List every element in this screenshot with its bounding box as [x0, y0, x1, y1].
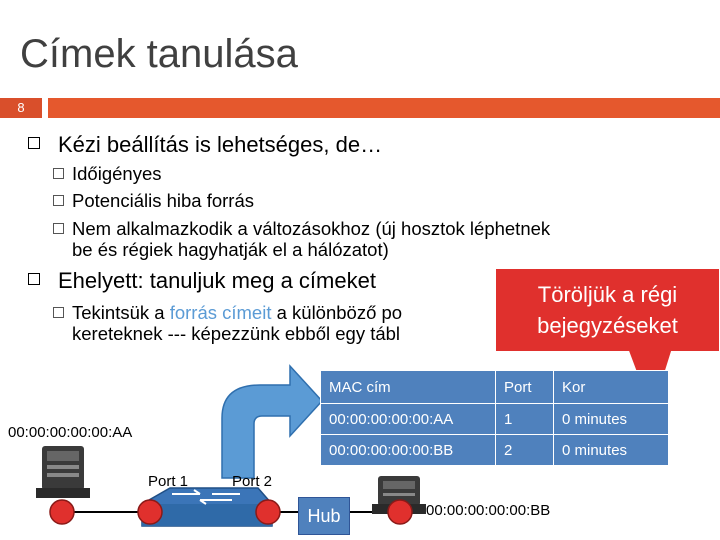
sub-bullet-tekintsuk: Tekintsük a forrás címeit a különböző po kereteknek --- képezzünk ebből egy tábl [72, 302, 402, 344]
port-dot [138, 500, 162, 524]
table-header: Port [496, 371, 554, 404]
sub-bullet: Nem alkalmazkodik a változásokhoz (új hosztok léphetnek be és régiek hagyhatják el a hálózatot) [72, 218, 550, 260]
slide-number: 8 [0, 98, 42, 118]
port-dot [388, 500, 412, 524]
table-header-row [321, 371, 669, 404]
sub-bullet: Időigényes [72, 163, 161, 184]
callout-box: Töröljük a régi bejegyzéseket [496, 269, 719, 351]
table-cell: 1 [496, 404, 554, 435]
table-cell: 00:00:00:00:00:BB [321, 435, 496, 466]
table-cell: 00:00:00:00:00:AA [321, 404, 496, 435]
table-cell: 0 minutes [554, 404, 669, 435]
table-header: MAC cím [321, 371, 496, 404]
table-cell: 2 [496, 435, 554, 466]
computer-icon [36, 446, 90, 498]
host-a-mac-label: 00:00:00:00:00:AA [8, 424, 133, 441]
port-dot [256, 500, 280, 524]
port1-label: Port 1 [148, 473, 189, 490]
mac-table [320, 370, 669, 466]
table-header: Kor [554, 371, 669, 404]
table-cell: 0 minutes [554, 435, 669, 466]
port2-label: Port 2 [232, 473, 273, 490]
port-dot [50, 500, 74, 524]
bullet-learn: Ehelyett: tanuljuk meg a címeket [58, 268, 376, 294]
sub-bullet: Potenciális hiba forrás [72, 190, 254, 211]
slide-title: Címek tanulása [20, 32, 298, 76]
table-row [321, 404, 669, 435]
host-b-mac-label: 00:00:00:00:00:BB [426, 502, 551, 519]
hub-box: Hub [298, 497, 350, 535]
table-row [321, 435, 669, 466]
bullet-manual: Kézi beállítás is lehetséges, de… [58, 132, 382, 158]
arrow-icon [222, 366, 322, 478]
